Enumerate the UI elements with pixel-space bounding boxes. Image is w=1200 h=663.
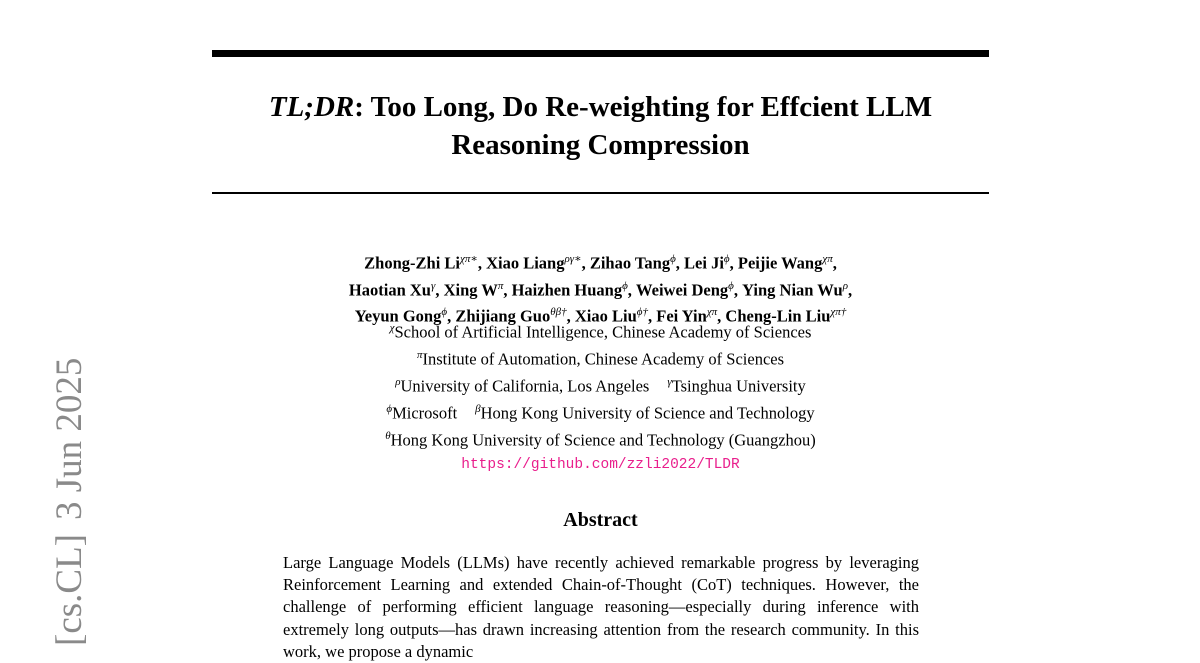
author-affiliation-mark: θβ† bbox=[550, 306, 567, 318]
title-italic-part: TL;DR bbox=[268, 91, 355, 123]
affiliation-mark: ρ bbox=[395, 376, 401, 388]
affiliation-mark: χ bbox=[389, 322, 395, 334]
affiliation-text: Microsoft bbox=[392, 403, 458, 423]
author-name: Zhong-Zhi Li bbox=[364, 253, 460, 273]
author-separator: , bbox=[435, 280, 444, 299]
affiliation-line bbox=[212, 344, 989, 371]
author-affiliation-mark: ϕ bbox=[728, 279, 734, 292]
affiliation-line bbox=[212, 425, 989, 452]
author-name: Yeyun Gong bbox=[354, 306, 442, 326]
affiliation-text: Institute of Automation, Chinese Academy of Sciences bbox=[422, 349, 785, 369]
author-affiliation-mark: ργ∗ bbox=[564, 253, 582, 265]
author-separator: , bbox=[627, 280, 637, 299]
author-affiliation-mark: ϕ bbox=[622, 279, 628, 292]
abstract-text: Large Language Models (LLMs) have recently achieved remarkable progress by leveraging Reinforcement Learning and extended Chain-of-Thought (CoT) techniques. However, the challenge of performing efficient language reasoning—especially during inference with extremely long outputs—has drawn increasing attention from the research community. In this work, we propose a dynamic bbox=[283, 553, 919, 661]
author-name: Xiao Liu bbox=[574, 306, 637, 326]
author-affiliation-mark: ϕ† bbox=[636, 306, 648, 318]
arxiv-stamp bbox=[50, 358, 90, 648]
author-separator: , bbox=[847, 280, 853, 299]
author-name: Zhijiang Guo bbox=[455, 306, 551, 326]
author-name: Weiwei Deng bbox=[636, 280, 729, 299]
top-rule bbox=[212, 50, 989, 57]
affiliation-mark: ϕ bbox=[386, 403, 393, 415]
affiliation-lines bbox=[212, 317, 989, 452]
author-affiliation-mark: χπ† bbox=[830, 306, 847, 318]
author-name: Xiao Liang bbox=[486, 253, 565, 273]
author-affiliation-mark: ρ bbox=[842, 279, 848, 292]
author-name: Haizhen Huang bbox=[511, 280, 623, 299]
abstract-heading: Abstract bbox=[563, 509, 638, 531]
author-affiliation-mark: ϕ bbox=[723, 253, 730, 265]
author-affiliation-mark: ϕ bbox=[670, 253, 676, 265]
author-name: Lei Ji bbox=[684, 253, 724, 273]
author-separator: , bbox=[503, 280, 512, 299]
author-name: Peijie Wang bbox=[737, 253, 823, 273]
arxiv-category: [cs.CL] bbox=[49, 534, 90, 646]
affiliation-line bbox=[212, 317, 989, 344]
author-line bbox=[212, 275, 989, 302]
author-separator: , bbox=[733, 280, 743, 299]
affiliation-text: Tsinghua University bbox=[671, 376, 806, 396]
author-name: Cheng-Lin Liu bbox=[725, 306, 831, 326]
author-separator: , bbox=[729, 253, 738, 273]
affiliation-mark: γ bbox=[667, 376, 672, 388]
title-line2: Reasoning Compression bbox=[451, 129, 750, 161]
author-separator: , bbox=[675, 253, 685, 273]
author-separator: , bbox=[832, 253, 837, 273]
affiliation-mark: π bbox=[416, 349, 423, 361]
author-separator: , bbox=[717, 306, 726, 326]
author-line bbox=[212, 248, 989, 275]
paper-title bbox=[212, 88, 989, 164]
author-separator: , bbox=[581, 253, 590, 273]
title-rest: : Too Long, Do Re-weighting for Effcient LLM bbox=[354, 91, 933, 123]
affiliation-text: Hong Kong University of Science and Technology (Guangzhou) bbox=[390, 430, 816, 450]
author-affiliation-mark: γ bbox=[430, 279, 436, 292]
affiliation-line bbox=[212, 371, 989, 398]
author-separator: , bbox=[566, 306, 575, 326]
author-separator: , bbox=[447, 306, 456, 326]
arxiv-date: 3 Jun 2025 bbox=[49, 357, 90, 520]
author-list bbox=[212, 248, 989, 328]
author-separator: , bbox=[647, 306, 657, 326]
author-affiliation-mark: χπ bbox=[706, 306, 718, 318]
author-name: Zihao Tang bbox=[589, 253, 671, 273]
author-name: Xing W bbox=[443, 280, 498, 299]
author-name: Ying Nian Wu bbox=[742, 280, 843, 299]
affiliation-mark: β bbox=[475, 403, 481, 415]
affiliation-mark: θ bbox=[385, 430, 391, 442]
author-separator: , bbox=[477, 253, 487, 273]
abstract-body bbox=[283, 552, 919, 663]
affiliations bbox=[212, 317, 989, 477]
code-link[interactable]: https://github.com/zzli2022/TLDR bbox=[461, 457, 740, 473]
affiliation-line bbox=[212, 398, 989, 425]
author-name: Haotian Xu bbox=[348, 280, 431, 299]
affiliation-text: University of California, Los Angeles bbox=[400, 376, 650, 396]
author-name: Fei Yin bbox=[656, 306, 707, 326]
affiliation-text: School of Artificial Intelligence, Chinese Academy of Sciences bbox=[394, 322, 812, 342]
author-affiliation-mark: π bbox=[497, 279, 504, 292]
title-bottom-rule bbox=[212, 192, 989, 194]
author-affiliation-mark: ϕ bbox=[441, 306, 448, 318]
author-affiliation-mark: χπ bbox=[822, 253, 833, 265]
affiliation-text: Hong Kong University of Science and Technology bbox=[480, 403, 815, 423]
author-affiliation-mark: χπ∗ bbox=[460, 253, 478, 265]
